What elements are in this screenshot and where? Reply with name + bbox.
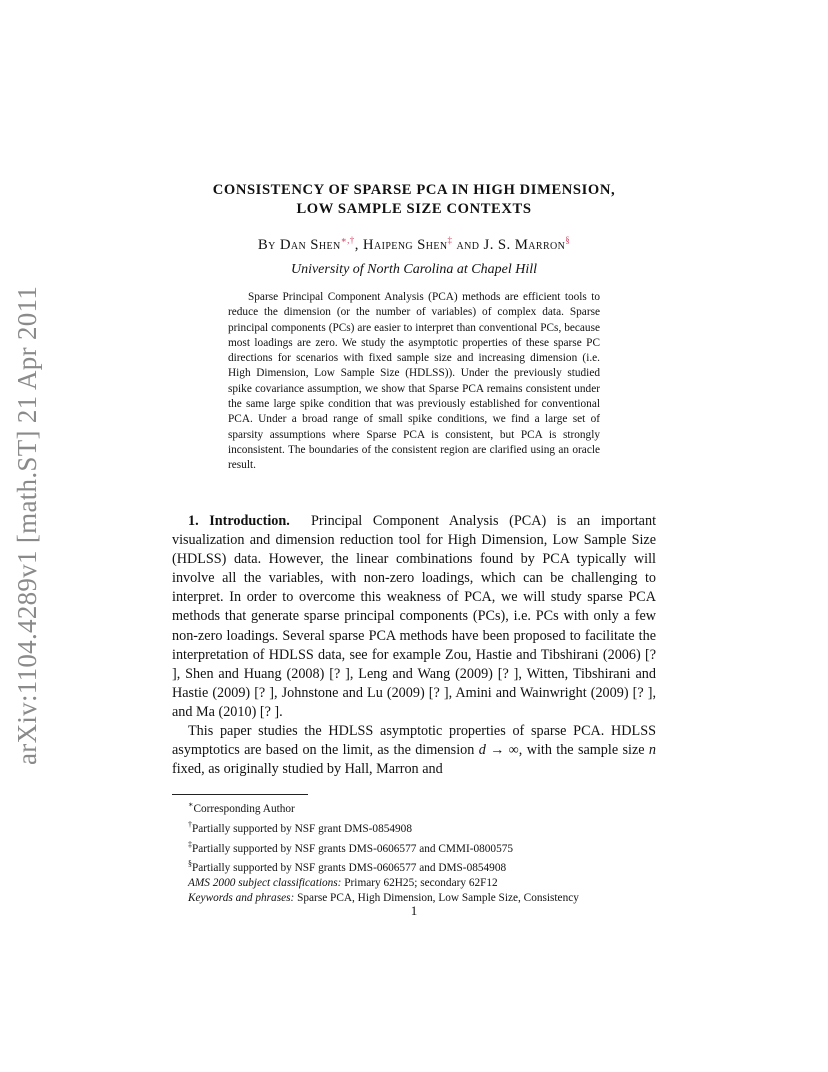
- author-1-marks[interactable]: ∗,†: [340, 235, 355, 245]
- footnote-text: Corresponding Author: [193, 802, 295, 815]
- footnote-mark: §: [188, 859, 192, 869]
- footnote-text: Partially supported by NSF grants DMS-0606577 and DMS-0854908: [192, 862, 507, 875]
- keywords-label: Keywords and phrases:: [188, 892, 295, 905]
- abstract: Sparse Principal Component Analysis (PCA) methods are efficient tools to reduce the dimension (or the number of variables) of complex data. Sparse principal components (PCs) are easier to interpret than conventional PCs, because most loadings are zero. We study the asymptotic properties of these sparse PC directions for scenarios with fixed sample size and increasing dimension (i.e. High Dimension, Low Sample Size (HDLSS)). Under the previously studied spike covariance assumption, we show that Sparse PCA remains consistent under the same large spike condition that was previously established for conventional PCA. Under a broad range of small spike conditions, we find a large set of sparsity assumptions where Sparse PCA is consistent, but PCA is strongly inconsistent. The boundaries of the consistent region are clarified using an oracle result.: [228, 291, 600, 472]
- author-2-marks[interactable]: ‡: [447, 235, 453, 245]
- footnote-3: [188, 837, 658, 857]
- para2-text-a: This paper studies the HDLSS asymptotic properties of sparse PCA. HDLSS asymptotics are based on the limit, as the dimension: [172, 723, 656, 759]
- intro-paragraph-1: [172, 512, 656, 722]
- author-sep-2: and: [452, 236, 484, 253]
- author-3-marks[interactable]: §: [565, 235, 571, 245]
- ams-label: AMS 2000 subject classifications:: [188, 877, 342, 890]
- paper-title: [150, 181, 678, 219]
- intro-paragraph-2: [172, 722, 656, 779]
- footnotes: [188, 797, 658, 906]
- math-limit: → ∞: [485, 742, 519, 759]
- footnote-mark: ‡: [188, 839, 192, 849]
- author-line: [150, 235, 678, 254]
- footnote-rule: [172, 794, 308, 795]
- math-n: n: [648, 742, 656, 759]
- page-number: 1: [410, 903, 418, 918]
- introduction-section: [172, 512, 656, 779]
- author-2: Haipeng Shen: [362, 236, 448, 253]
- footnote-text: Partially supported by NSF grants DMS-0606577 and CMMI-0800575: [192, 842, 514, 855]
- keywords-text: Sparse PCA, High Dimension, Low Sample Size, Consistency: [294, 892, 579, 905]
- para2-text-c: fixed, as originally studied by Hall, Marron and: [172, 761, 443, 778]
- footnote-mark: ∗: [188, 800, 194, 809]
- arxiv-stamp: arXiv:1104.4289v1 [math.ST] 21 Apr 2011: [12, 285, 42, 765]
- footnote-mark: †: [188, 819, 192, 829]
- footnote-text: Partially supported by NSF grant DMS-0854908: [192, 822, 412, 835]
- footnote-4: [188, 856, 658, 876]
- math-d: d: [478, 742, 486, 759]
- intro-paragraph-1-text: Principal Component Analysis (PCA) is an important visualization and dimension reduction tool for High Dimension, Low Sample Size (HDLSS) data. However, the linear combinations found by PCA typically will involve all the variables, with non-zero loadings, which can be challenging to interpret. In order to overcome this weakness of PCA, we will study sparse PCA methods that generate sparse principal components (PCs), i.e. PCs with only a few non-zero loadings. Several sparse PCA methods have been proposed to facilitate the interpretation of HDLSS data, see for example Zou, Hastie and Tibshirani (2006) [? ], Shen and Huang (2008) [? ], Leng and Wang (2009) [? ], Witten, Tibshirani and Hastie (2009) [? ], Johnstone and Lu (2009) [? ], Amini and Wainwright (2009) [? ], and Ma (2010) [? ].: [172, 513, 657, 720]
- para2-text-b: , with the sample size: [518, 742, 649, 759]
- author-1: Dan Shen: [279, 236, 341, 253]
- ams-classification: [188, 876, 658, 891]
- footnote-2: [188, 817, 658, 837]
- ams-text: Primary 62H25; secondary 62F12: [341, 877, 498, 890]
- author-3: J. S. Marron: [483, 236, 566, 253]
- affiliation: University of North Carolina at Chapel Hill: [290, 262, 538, 277]
- section-heading: 1. Introduction.: [188, 513, 290, 529]
- by-label: By: [257, 236, 280, 253]
- author-sep-1: ,: [354, 236, 363, 253]
- footnote-1: [188, 797, 658, 817]
- title-line-1: CONSISTENCY OF SPARSE PCA IN HIGH DIMENSION,: [212, 182, 616, 198]
- title-line-2: LOW SAMPLE SIZE CONTEXTS: [296, 201, 532, 217]
